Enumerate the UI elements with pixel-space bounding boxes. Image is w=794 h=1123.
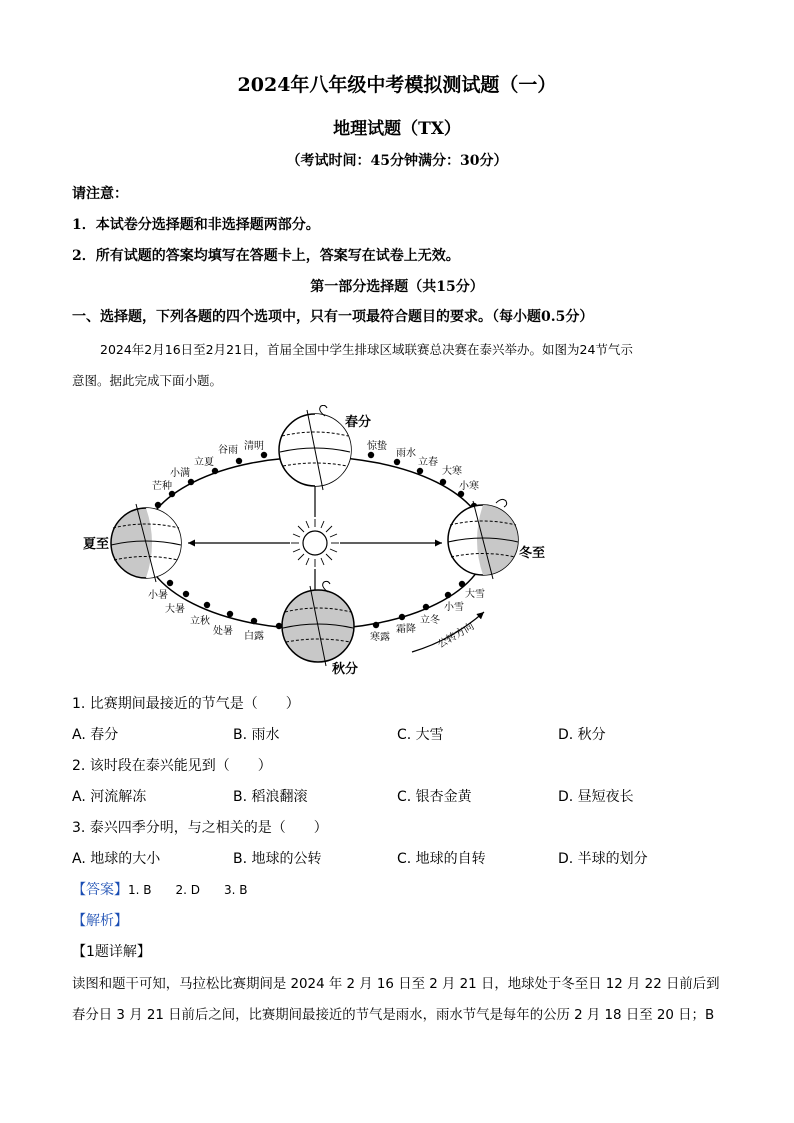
term-daxue: 大雪 [465, 589, 485, 600]
term-dashu: 大暑 [165, 604, 185, 615]
analysis-line-1: 读图和题干可知，马拉松比赛期间是 2024 年 2 月 16 日至 2 月 21 日，地球处于冬至日 12 月 22 日前后到 [72, 977, 720, 992]
summer-globe [111, 504, 181, 582]
term-xiaoxue: 小雪 [444, 602, 464, 613]
term-mangzhong: 芒种 [152, 481, 172, 492]
term-liqiu: 立秋 [190, 616, 210, 627]
spring-globe [279, 405, 351, 490]
term-qingming: 清明 [244, 441, 264, 452]
answer-values: 1. B 2. D 3. B [128, 883, 248, 897]
term-dahan: 大寒 [442, 466, 462, 477]
label-summer: 夏至 [83, 537, 110, 552]
question-1-option-a: A. 春分 [72, 727, 119, 743]
label-direction: 公转方向 [436, 621, 477, 651]
sun-icon [291, 519, 339, 567]
term-jingzhe: 惊蛰 [367, 441, 387, 452]
question-1-option-c: C. 大雪 [397, 727, 444, 743]
question-3-option-d: D. 半球的划分 [558, 851, 648, 867]
question-2-option-c: C. 银杏金黄 [397, 789, 472, 805]
question-3-option-c: C. 地球的自转 [397, 851, 486, 867]
analysis-subheading: 【1题详解】 [72, 944, 151, 960]
question-3-option-a: A. 地球的大小 [72, 851, 161, 867]
exam-info: （考试时间：45分钟满分：30分） [286, 153, 508, 169]
term-xiaoshu: 小暑 [148, 590, 168, 601]
term-xiaoman: 小满 [170, 468, 190, 479]
question-1-option-b: B. 雨水 [233, 727, 280, 743]
answer-line [72, 879, 248, 899]
question-2-option-d: D. 昼短夜长 [558, 789, 634, 805]
label-winter: 冬至 [519, 546, 546, 561]
question-2-option-a: A. 河流解冻 [72, 789, 147, 805]
question-3-stem: 3. 泰兴四季分明，与之相关的是（ ） [72, 820, 328, 836]
term-bailu: 白露 [244, 631, 264, 642]
term-shuangjiang: 霜降 [396, 624, 416, 635]
term-xiaohan: 小寒 [459, 481, 479, 492]
solar-terms-diagram [80, 405, 555, 680]
notice-item-2: 2．所有试题的答案均填写在答题卡上，答案写在试卷上无效。 [72, 248, 460, 264]
term-lichun: 立春 [418, 457, 438, 468]
analysis-line-2: 春分日 3 月 21 日前后之间，比赛期间最接近的节气是雨水，雨水节气是每年的公历 2 月 18 日至 20 日；B [72, 1008, 715, 1023]
term-chushu: 处暑 [213, 626, 233, 637]
label-spring: 春分 [345, 415, 372, 430]
question-1-option-d: D. 秋分 [558, 727, 606, 743]
question-2-stem: 2. 该时段在泰兴能见到（ ） [72, 758, 272, 774]
section-instruction: 一、选择题，下列各题的四个选项中，只有一项最符合题目的要求。（每小题0.5分） [72, 309, 594, 325]
question-3-option-b: B. 地球的公转 [233, 851, 322, 867]
material-text-1: 2024年2月16日至2月21日，首届全国中学生排球区域联赛总决赛在泰兴举办。如图为24节气示 [100, 342, 633, 357]
subject-title: 地理试题（TX） [333, 119, 461, 139]
material-text-2: 意图。据此完成下面小题。 [72, 373, 223, 388]
exam-title: 2024年八年级中考模拟测试题（一） [237, 74, 557, 96]
term-lidong: 立冬 [420, 615, 440, 626]
question-1-stem: 1. 比赛期间最接近的节气是（ ） [72, 696, 300, 712]
answer-label: 【答案】 [72, 882, 128, 898]
term-lixia: 立夏 [194, 457, 214, 468]
notice-item-1: 1．本试卷分选择题和非选择题两部分。 [72, 217, 320, 233]
autumn-globe [282, 581, 354, 666]
label-autumn: 秋分 [332, 662, 359, 677]
question-2-option-b: B. 稻浪翻滚 [233, 789, 308, 805]
term-yushui: 雨水 [396, 448, 416, 459]
analysis-label: 【解析】 [72, 913, 128, 929]
term-guyu: 谷雨 [218, 445, 238, 456]
winter-globe [448, 499, 518, 579]
part1-heading: 第一部分选择题（共15分） [310, 279, 484, 295]
term-hanlu: 寒露 [370, 632, 390, 643]
notice-heading: 请注意： [72, 186, 128, 202]
